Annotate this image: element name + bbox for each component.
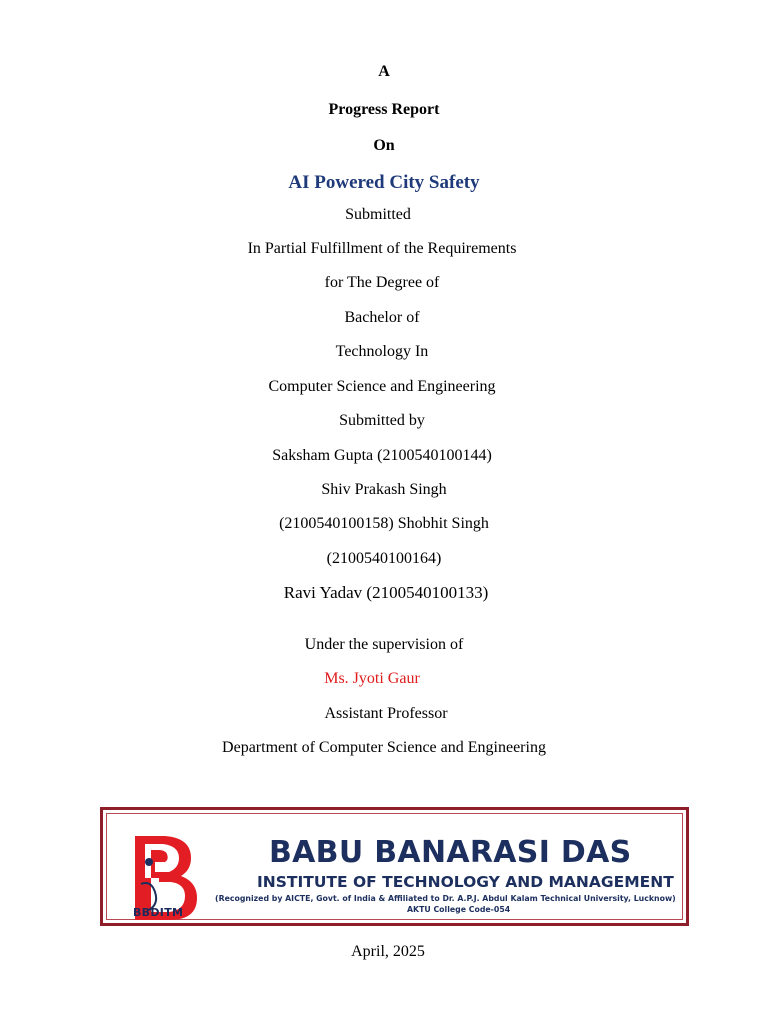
banner-inner-frame	[106, 813, 683, 920]
submitted-by-label: Submitted by	[339, 412, 425, 429]
report-type: Progress Report	[328, 101, 440, 118]
title-a: A	[378, 63, 390, 80]
degree-for-text: for The Degree of	[324, 274, 440, 291]
supervisor-designation: Assistant Professor	[324, 705, 448, 722]
department-text: Department of Computer Science and Engineering	[222, 739, 546, 756]
project-title: AI Powered City Safety	[288, 172, 480, 193]
student-4: (2100540100164)	[326, 550, 442, 567]
student-3: (2100540100158) Shobhit Singh	[279, 515, 489, 532]
submitted-label: Submitted	[345, 206, 411, 223]
student-5: Ravi Yadav (2100540100133)	[283, 583, 489, 602]
fulfillment-text: In Partial Fulfillment of the Requirements	[247, 240, 517, 257]
bachelor-text: Bachelor of	[344, 309, 420, 326]
college-code: AKTU College Code-054	[407, 905, 511, 914]
branch-text: Computer Science and Engineering	[268, 378, 496, 395]
student-1: Saksham Gupta (2100540100144)	[272, 447, 492, 464]
institute-banner	[100, 807, 689, 926]
title-on: On	[373, 137, 395, 154]
institute-subtitle: INSTITUTE OF TECHNOLOGY AND MANAGEMENT	[257, 873, 674, 891]
logo-text: BBDITM	[133, 906, 184, 919]
technology-text: Technology In	[335, 343, 429, 360]
supervision-label: Under the supervision of	[304, 636, 464, 653]
institute-recognition: (Recognized by AICTE, Govt. of India & Affiliated to Dr. A.P.J. Abdul Kalam Technical University, Lucknow)	[215, 894, 676, 903]
institute-name: BABU BANARASI DAS	[269, 835, 632, 870]
supervisor-name: Ms. Jyoti Gaur	[324, 670, 420, 687]
student-2: Shiv Prakash Singh	[321, 481, 447, 498]
report-date: April, 2025	[351, 943, 425, 960]
